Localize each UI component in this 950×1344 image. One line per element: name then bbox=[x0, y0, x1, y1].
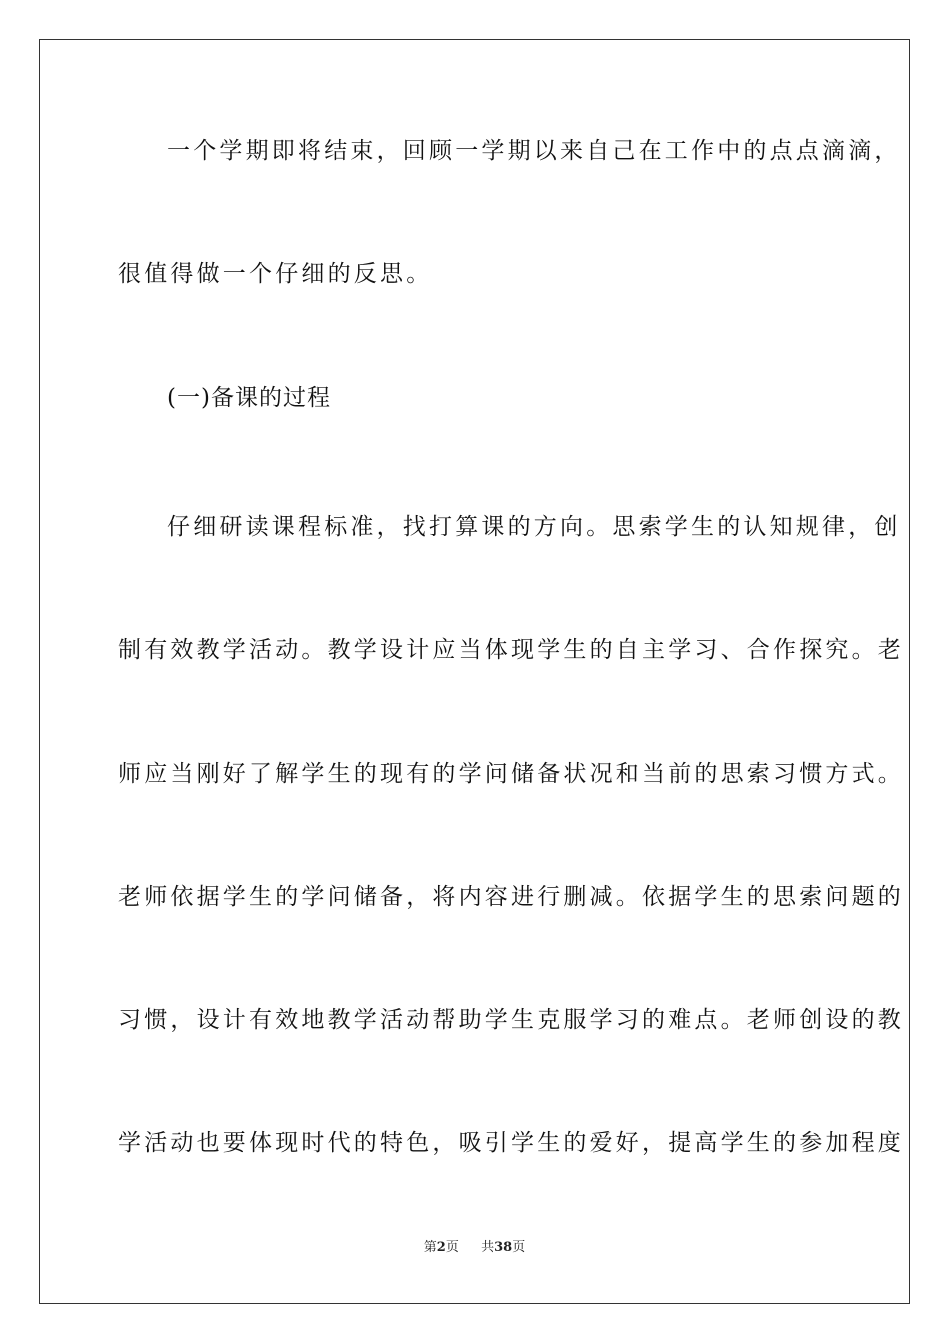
paragraph-line-6: 老师依据学生的学问储备，将内容进行删减。依据学生的思索问题的 bbox=[118, 884, 904, 910]
paragraph-line-8: 学活动也要体现时代的特色，吸引学生的爱好，提高学生的参加程度 bbox=[118, 1130, 904, 1156]
page-footer bbox=[40, 1236, 909, 1255]
paragraph-line-5: 师应当刚好了解学生的现有的学问储备状况和当前的思索习惯方式。 bbox=[118, 761, 904, 787]
total-pages-label: 共38页 bbox=[481, 1240, 526, 1255]
section-heading: (一)备课的过程 bbox=[167, 385, 331, 411]
total-pages: 38 bbox=[494, 1240, 513, 1255]
paragraph-line-3: 仔细研读课程标准，找打算课的方向。思索学生的认知规律，创 bbox=[167, 514, 901, 540]
paragraph-line-1: 一个学期即将结束，回顾一学期以来自己在工作中的点点滴滴， bbox=[167, 138, 901, 164]
page-label: 第2页 bbox=[423, 1240, 459, 1255]
paragraph-line-2: 很值得做一个仔细的反思。 bbox=[118, 261, 433, 287]
paragraph-line-4: 制有效教学活动。教学设计应当体现学生的自主学习、合作探究。老 bbox=[118, 637, 904, 663]
paragraph-line-7: 习惯，设计有效地教学活动帮助学生克服学习的难点。老师创设的教 bbox=[118, 1007, 904, 1033]
document-page bbox=[39, 39, 910, 1304]
page-number: 2 bbox=[436, 1240, 446, 1255]
